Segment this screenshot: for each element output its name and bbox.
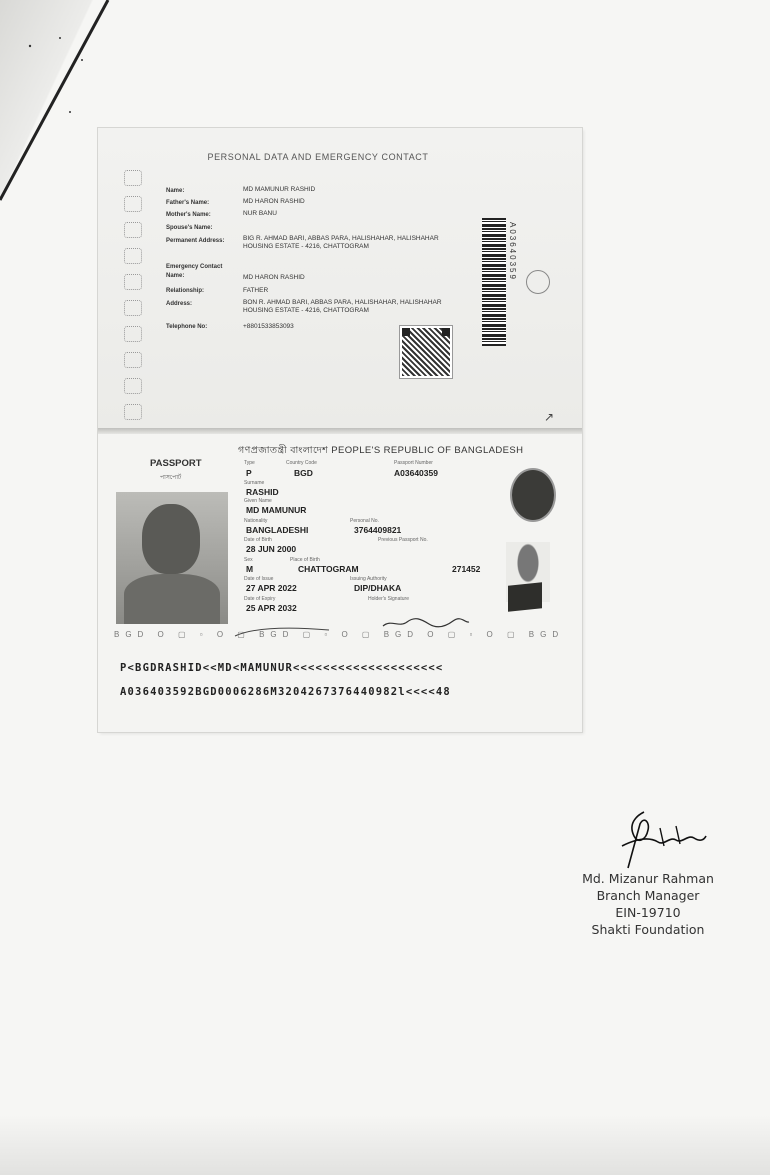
holder-signature bbox=[381, 617, 471, 629]
label-surname: Surname bbox=[244, 480, 265, 486]
label-dob: Date of Birth bbox=[244, 537, 272, 543]
label-given-name: Given Name bbox=[244, 498, 272, 504]
value-passport-no: A03640359 bbox=[394, 468, 438, 478]
field-label-name: Name: bbox=[166, 188, 185, 194]
signatory-organization: Shakti Foundation bbox=[591, 922, 705, 937]
value-date-of-issue: 27 APR 2022 bbox=[246, 583, 297, 593]
label-date-of-issue: Date of Issue bbox=[244, 576, 274, 582]
passport-data-page bbox=[98, 434, 582, 732]
personal-page-title: PERSONAL DATA AND EMERGENCY CONTACT bbox=[207, 152, 429, 162]
value-personal-no: 3764409821 bbox=[354, 525, 402, 535]
value-country-code: BGD bbox=[294, 468, 313, 478]
field-value-address: BON R. AHMAD BARI, ABBAS PARA, HALISHAHAR, HALISHAHAR HOUSING ESTATE - 4216, CHATTOGRAM bbox=[243, 299, 442, 314]
personal-data-page bbox=[98, 128, 582, 428]
label-holder-signature: Holder's Signature bbox=[368, 596, 409, 602]
hologram-chip bbox=[508, 582, 542, 612]
field-label-mother: Mother's Name: bbox=[166, 212, 211, 218]
emblem-seal-icon bbox=[526, 270, 550, 294]
mrz-line-1: P<BGDRASHID<<MD<MAMUNUR<<<<<<<<<<<<<<<<<<<< bbox=[120, 662, 444, 674]
qr-code bbox=[400, 326, 452, 378]
bottom-shadow bbox=[0, 1115, 770, 1175]
barcode-number: A03640359 bbox=[508, 222, 517, 281]
signatory-designation: Branch Manager bbox=[596, 888, 700, 903]
corner-arrow-icon: ↗ bbox=[544, 410, 555, 424]
signatory-ein: EIN-19710 bbox=[615, 905, 681, 920]
label-place-of-birth: Place of Birth bbox=[290, 557, 320, 563]
label-passport-no: Passport Number bbox=[394, 460, 433, 466]
value-sex: M bbox=[246, 564, 254, 574]
label-nationality: Nationality bbox=[244, 518, 268, 524]
value-date-of-expiry: 25 APR 2032 bbox=[246, 603, 297, 613]
label-issuing-authority: Issuing Authority bbox=[350, 576, 387, 582]
signatory-name: Md. Mizanur Rahman bbox=[582, 871, 714, 886]
field-label-relationship: Relationship: bbox=[166, 288, 205, 294]
label-previous-passport: Previous Passport No. bbox=[378, 537, 428, 543]
national-emblem-icon bbox=[510, 468, 556, 522]
value-given-name: MD MAMUNUR bbox=[246, 505, 307, 515]
signature-block bbox=[548, 870, 748, 938]
label-country-code: Country Code bbox=[286, 460, 317, 466]
passport-label-bn: পাসপোর্ট bbox=[160, 475, 182, 481]
value-dob: 28 JUN 2000 bbox=[246, 544, 297, 554]
value-place-of-birth: CHATTOGRAM bbox=[298, 564, 359, 574]
field-value-relationship: FATHER bbox=[243, 287, 269, 294]
mrz-line-2: A036403592BGD0006286M3204267376440982l<<<<48 bbox=[120, 686, 451, 698]
passport-label: PASSPORT bbox=[150, 458, 202, 469]
field-value-em-name: MD HARON RASHID bbox=[243, 274, 305, 281]
field-label-permanent-address: Permanent Address: bbox=[166, 238, 225, 244]
value-issuing-authority: DIP/DHAKA bbox=[354, 583, 402, 593]
value-surname: RASHID bbox=[246, 487, 279, 497]
field-label-father: Father's Name: bbox=[166, 200, 210, 206]
holder-photo bbox=[116, 492, 228, 624]
field-label-em-name: Name: bbox=[166, 273, 185, 279]
field-label-spouse: Spouse's Name: bbox=[166, 225, 213, 231]
perforation-pattern bbox=[124, 170, 148, 430]
value-type: P bbox=[246, 468, 252, 478]
label-sex: Sex bbox=[244, 557, 253, 563]
barcode bbox=[482, 218, 506, 346]
field-value-telephone: +8801533853093 bbox=[243, 323, 294, 330]
label-personal-no: Personal No. bbox=[350, 518, 379, 524]
field-value-name: MD MAMUNUR RASHID bbox=[243, 186, 316, 193]
field-value-mother: NUR BANU bbox=[243, 210, 277, 217]
label-date-of-expiry: Date of Expiry bbox=[244, 596, 276, 602]
country-header: গণপ্রজাতন্ত্রী বাংলাদেশ PEOPLE'S REPUBLIC OF BANGLADESH bbox=[238, 445, 524, 456]
field-value-permanent-address: BIG R. AHMAD BARI, ABBAS PARA, HALISHAHAR, HALISHAHAR HOUSING ESTATE - 4216, CHATTOGRAM bbox=[243, 235, 439, 250]
field-label-address: Address: bbox=[166, 301, 193, 307]
passport-photocopy bbox=[98, 128, 582, 732]
field-value-father: MD HARON RASHID bbox=[243, 198, 305, 205]
emergency-contact-heading: Emergency Contact bbox=[166, 264, 223, 270]
value-place-code: 271452 bbox=[452, 564, 481, 574]
manager-signature bbox=[614, 806, 708, 872]
label-type: Type bbox=[244, 460, 255, 466]
security-strip: BGD O ▢ ▫ O ▢ BGD ▢ ▫ O ▢ BGD O ▢ ▫ O ▢ BGD bbox=[114, 630, 565, 639]
field-label-telephone: Telephone No: bbox=[166, 324, 208, 330]
value-nationality: BANGLADESHI bbox=[246, 525, 309, 535]
